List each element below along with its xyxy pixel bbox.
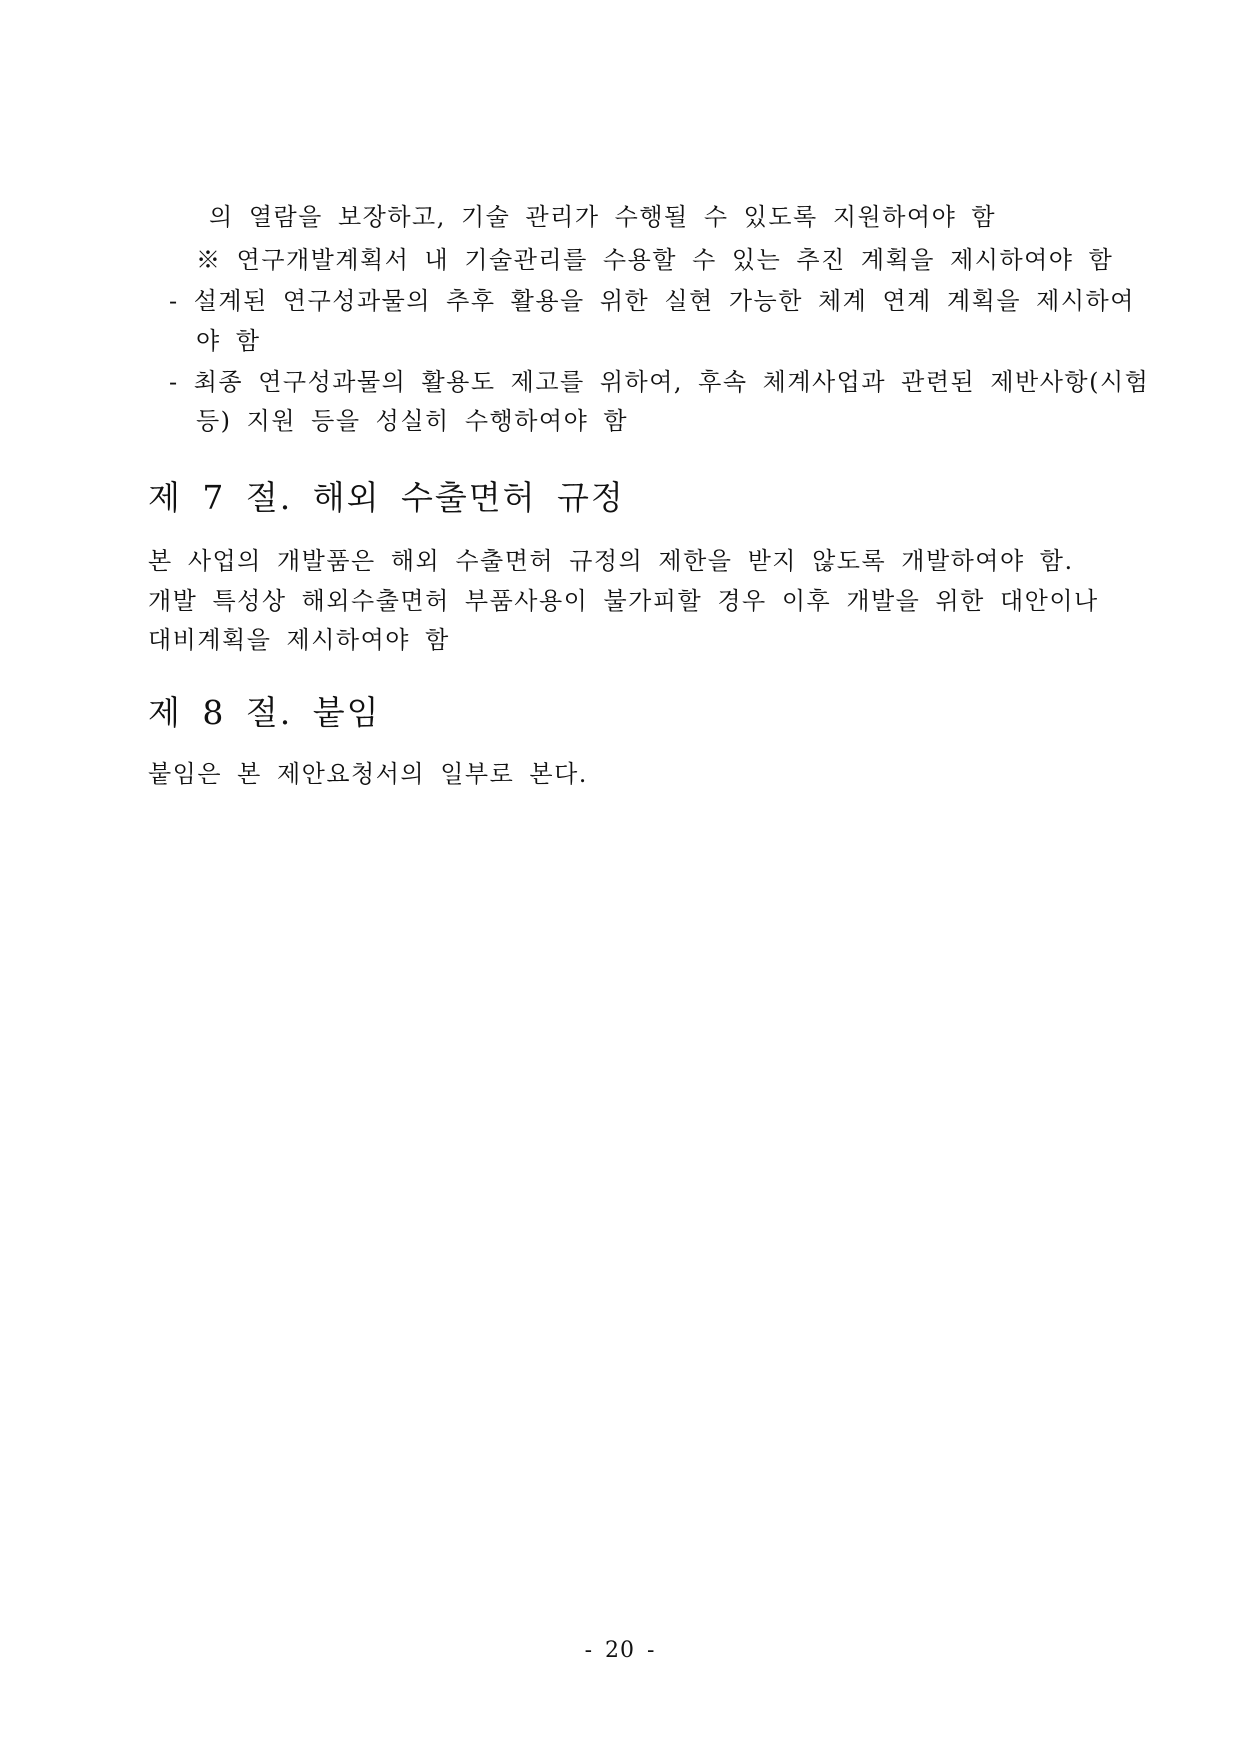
bullet-continuation-line: 등) 지원 등을 성실히 수행하여야 함 (196, 407, 629, 435)
section-8-paragraph-line: 붙임은 본 제안요청서의 일부로 본다. (148, 760, 588, 788)
note-line: ※ 연구개발계획서 내 기술관리를 수용할 수 있는 추진 계획을 제시하여야 함 (196, 246, 1114, 274)
page-number: - 20 - (584, 1638, 656, 1663)
section-8-heading: 제 8 절. 붙임 (148, 693, 381, 732)
bullet-line: - 최종 연구성과물의 활용도 제고를 위하여, 후속 체계사업과 관련된 제반사항(시험 (169, 368, 1150, 396)
section-7-paragraph-line: 본 사업의 개발품은 해외 수출면허 규정의 제한을 받지 않도록 개발하여야 함. (148, 547, 1074, 575)
bullet-continuation-line: 야 함 (196, 327, 261, 355)
bullet-line: - 설계된 연구성과물의 추후 활용을 위한 실현 가능한 체계 연계 계획을 제시하여 (169, 287, 1135, 315)
section-7-heading: 제 7 절. 해외 수출면허 규정 (148, 478, 625, 517)
section-7-paragraph-line: 개발 특성상 해외수출면허 부품사용이 불가피할 경우 이후 개발을 위한 대안이나 (148, 587, 1099, 615)
section-7-paragraph-line: 대비계획을 제시하여야 함 (148, 626, 450, 654)
continuation-line: 의 열람을 보장하고, 기술 관리가 수행될 수 있도록 지원하여야 함 (209, 203, 997, 231)
